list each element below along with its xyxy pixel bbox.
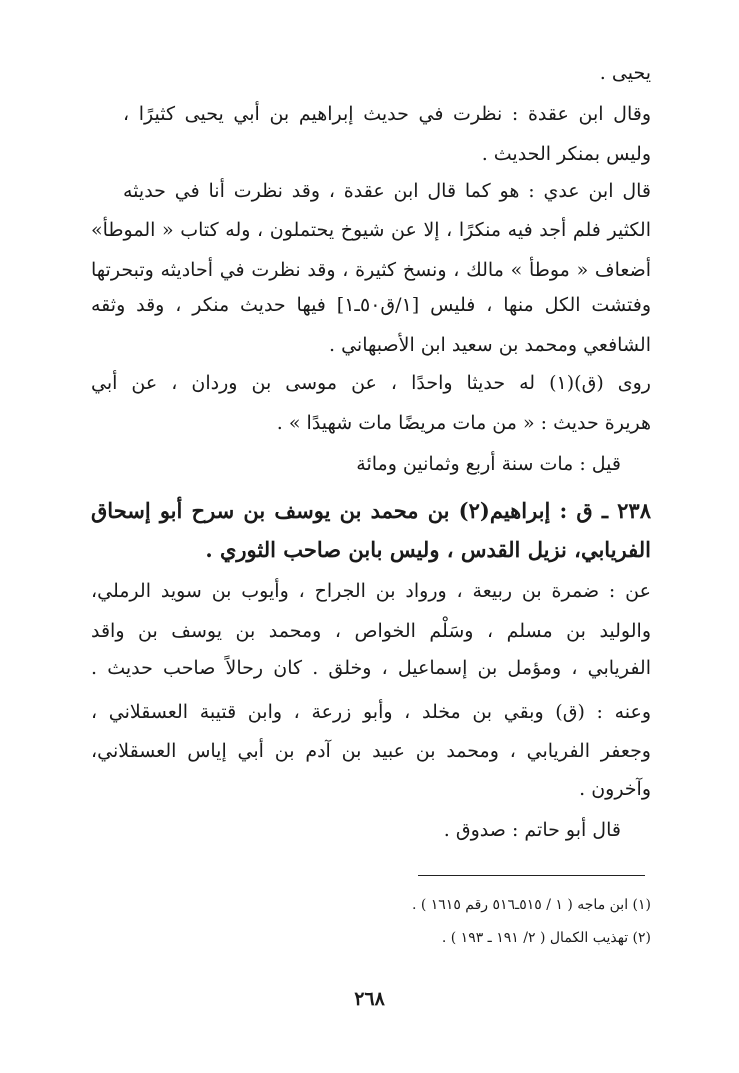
text-line-8: الشافعي ومحمد بن سعيد ابن الأصبهاني . (329, 334, 651, 356)
text-line-6: أضعاف « موطأ » مالك ، ونسخ كثيرة ، وقد نظرت في أحاديثه وتبحرتها (91, 259, 651, 281)
footnote-divider (418, 875, 645, 876)
text-line-9: روى (ق)(١) له حديثا واحدًا ، عن موسى بن وردان ، عن أبي (91, 372, 651, 394)
text-line-5: الكثير فلم أجد فيه منكرًا ، إلا عن شيوخ يحتملون ، وله كتاب « الموطأ» (91, 219, 651, 241)
text-line-4: قال ابن عدي : هو كما قال ابن عقدة ، وقد نظرت أنا في حديثه (123, 180, 651, 202)
text-line-11: قيل : مات سنة أربع وثمانين ومائة (356, 453, 621, 475)
text-line-14: عن : ضمرة بن ربيعة ، ورواد بن الجراح ، وأيوب بن سويد الرملي، (91, 580, 651, 602)
page-number: ٢٦٨ (354, 988, 385, 1010)
text-line-17: وعنه : (ق) وبقي بن مخلد ، وأبو زرعة ، وابن قتيبة العسقلاني ، (91, 701, 651, 723)
text-line-3: وليس بمنكر الحديث . (481, 143, 651, 165)
footnote-1: (١) ابن ماجه ( ١ / ٥١٥ـ٥١٦ رقم ١٦١٥ ) . (411, 897, 651, 913)
text-line-19: وآخرون . (579, 778, 651, 800)
entry-heading-line-1: ٢٣٨ ـ ق : إبراهيم(٢) بن محمد بن يوسف بن سرح أبو إسحاق (91, 498, 651, 523)
text-line-1: يحيى . (599, 62, 651, 84)
text-line-16: الفريابي ، ومؤمل بن إسماعيل ، وخلق . كان رحالاً صاحب حديث . (91, 657, 651, 679)
text-line-2: وقال ابن عقدة : نظرت في حديث إبراهيم بن أبي يحيى كثيرًا ، (123, 103, 651, 125)
text-line-15: والوليد بن مسلم ، وسَلْم الخواص ، ومحمد بن يوسف بن واقد (91, 620, 651, 642)
text-line-10: هريرة حديث : « من مات مريضًا مات شهيدًا » . (276, 412, 651, 434)
entry-heading-line-2: الفريابي، نزيل القدس ، وليس بابن صاحب الثوري . (205, 537, 651, 562)
text-line-18: وجعفر الفريابي ، ومحمد بن عبيد بن آدم بن أبي إياس العسقلاني، (91, 740, 651, 762)
text-line-20: قال أبو حاتم : صدوق . (443, 819, 621, 841)
text-line-7: وفتشت الكل منها ، فليس [١/ق٥٠ـ١] فيها حديث منكر ، وقد وثقه (91, 294, 652, 316)
footnote-2: (٢) تهذيب الكمال ( ٢/ ١٩١ ـ ١٩٣ ) . (441, 930, 651, 946)
